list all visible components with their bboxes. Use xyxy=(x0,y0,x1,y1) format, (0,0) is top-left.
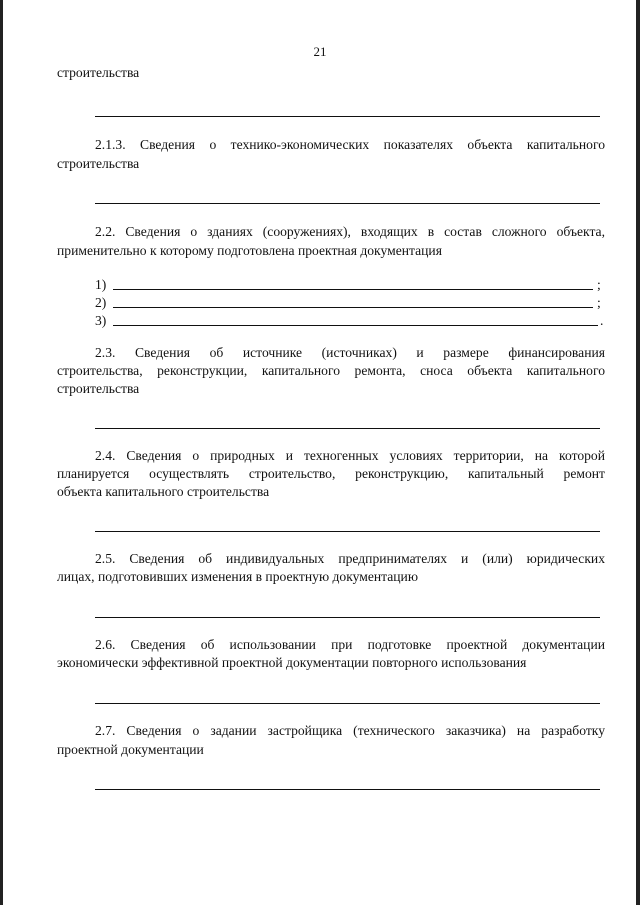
section-2-4-line1: 2.4. Сведения о природных и техногенных условиях территории, на которой xyxy=(95,448,605,463)
section-2-5-line2: лицах, подготовивших изменения в проектную документацию xyxy=(57,569,418,584)
fill-line-item-2[interactable] xyxy=(113,307,593,308)
section-2-4-line3: объекта капитального строительства xyxy=(57,484,270,499)
fill-line-item-1[interactable] xyxy=(113,289,593,290)
lead-text: строительства xyxy=(57,65,140,80)
fill-line-2-7[interactable] xyxy=(95,789,600,790)
fill-line-2-4[interactable] xyxy=(95,531,600,532)
section-2-1-3-line1: 2.1.3. Сведения о технико-экономических показателях объекта капитального xyxy=(95,137,605,152)
section-2-7-line2: проектной документации xyxy=(57,742,204,757)
section-2-2-line1: 2.2. Сведения о зданиях (сооружениях), входящих в состав сложного объекта, xyxy=(95,224,605,239)
list-item-number: 3) xyxy=(95,313,107,328)
section-2-6-line2: экономически эффективной проектной документации повторного использования xyxy=(57,655,527,670)
section-2-3-line3: строительства xyxy=(57,381,140,396)
section-2-4-line2: планируется осуществлять строительство, реконструкцию, капитальный ремонт xyxy=(57,466,605,481)
list-item-end: . xyxy=(600,313,604,328)
section-2-3-line1: 2.3. Сведения об источнике (источниках) и размере финансирования xyxy=(95,345,605,360)
list-item-number: 2) xyxy=(95,295,107,310)
section-2-6-line1: 2.6. Сведения об использовании при подготовке проектной документации xyxy=(95,637,605,652)
section-2-2-line2: применительно к которому подготовлена проектная документация xyxy=(57,243,442,258)
scan-edge-left xyxy=(0,0,3,905)
section-2-3-line2: строительства, реконструкции, капитального ремонта, сноса объекта капитального xyxy=(57,363,605,378)
fill-line-lead[interactable] xyxy=(95,116,600,117)
section-2-1-3-line2: строительства xyxy=(57,156,140,171)
list-item xyxy=(95,294,601,312)
list-item-end: ; xyxy=(597,277,601,292)
fill-line-2-3[interactable] xyxy=(95,428,600,429)
fill-line-2-6[interactable] xyxy=(95,703,600,704)
section-2-7-line1: 2.7. Сведения о задании застройщика (технического заказчика) на разработку xyxy=(95,723,605,738)
list-item-end: ; xyxy=(597,295,601,310)
scan-edge-right xyxy=(636,0,640,905)
fill-line-2-1-3[interactable] xyxy=(95,203,600,204)
page-number: 21 xyxy=(313,44,327,59)
list-item-number: 1) xyxy=(95,277,107,292)
fill-line-item-3[interactable] xyxy=(113,325,598,326)
fill-line-2-5[interactable] xyxy=(95,617,600,618)
list-item xyxy=(95,276,601,294)
section-2-5-line1: 2.5. Сведения об индивидуальных предпринимателях и (или) юридических xyxy=(95,551,605,566)
list-item xyxy=(95,312,604,330)
